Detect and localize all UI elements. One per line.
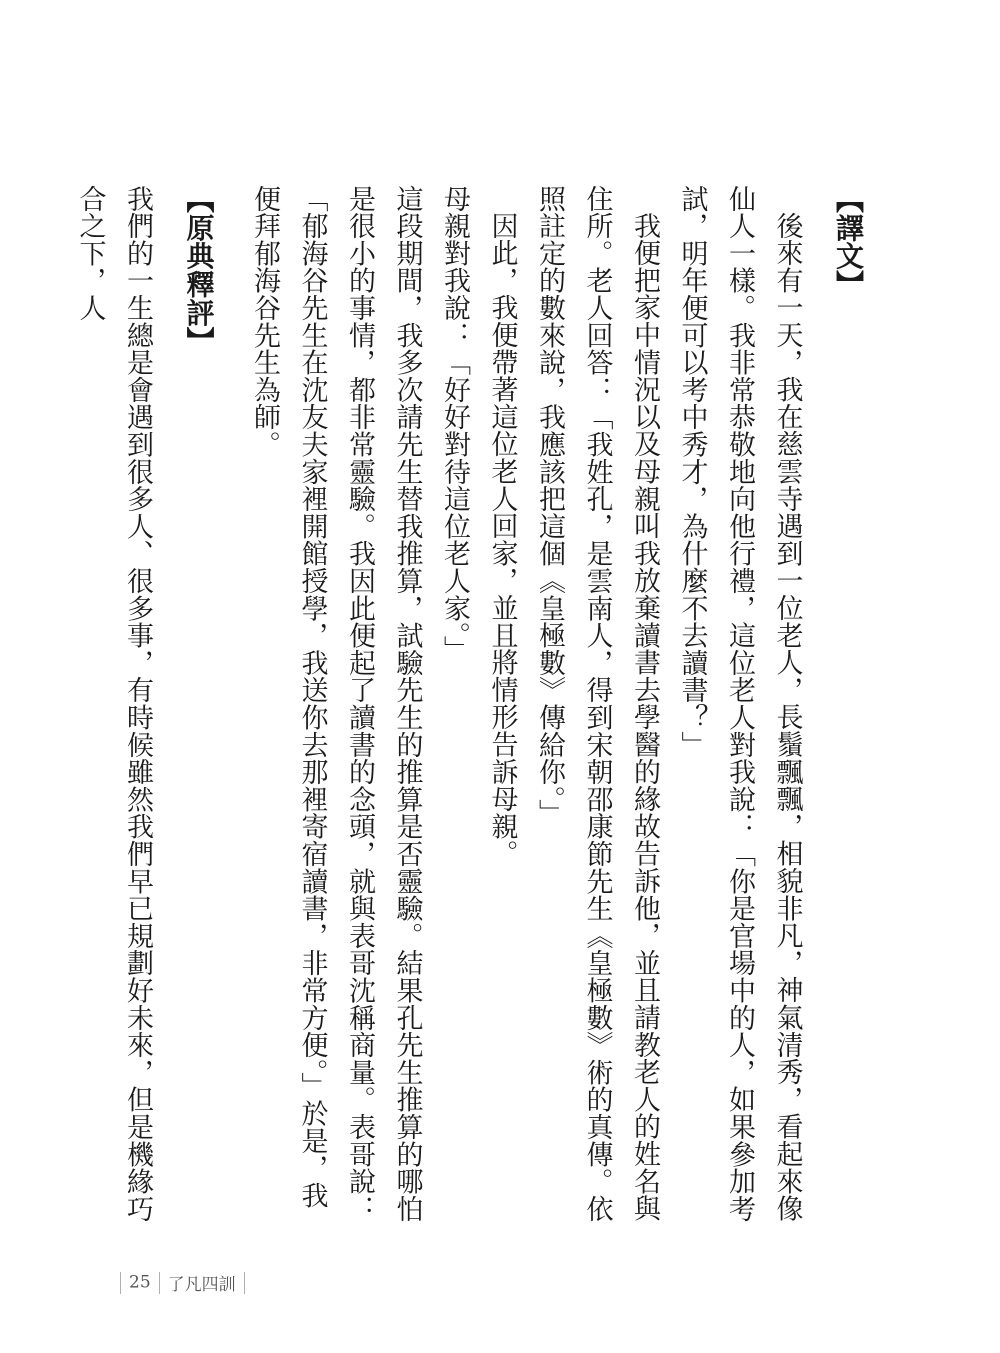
- page-footer: [112, 1270, 253, 1295]
- section-spacer: [223, 185, 241, 1225]
- vertical-text-body: [74, 185, 872, 1225]
- footer-divider: [159, 1272, 160, 1294]
- paragraph-3: 因此，我便帶著這位老人回家，並且將情形告訴母親。: [486, 212, 518, 868]
- commentary-paragraph: 我們的一生總是會遇到很多人、很多事，有時候雖然我們早已規劃好未來，但是機緣巧合之下，人: [74, 185, 153, 1223]
- page-number: 25: [129, 1272, 151, 1293]
- paragraph-2: 我便把家中情況以及母親叫我放棄讀書去學醫的緣故告訴他，並且請教老人的姓名與住所。老人回答：「我姓孔，是雲南人，得到宋朝邵康節先生《皇極數》術的真傳。依照註定的數來說，我應該把這個《皇極數》傳給你。」: [534, 185, 660, 1223]
- translation-heading: 【譯文】: [832, 185, 865, 299]
- paragraph-4: 母親對我說：「好好對待這位老人家。」: [439, 185, 470, 663]
- paragraph-5: 這段期間，我多次請先生替我推算，試驗先生的推算是否靈驗。結果孔先生推算的哪怕是很小的事情，都非常靈驗。我因此便起了讀書的念頭，就與表哥沈稱商量。表哥說：「郁海谷先生在沈友夫家裡開館授學，我送你去那裡寄宿讀書，非常方便。」於是，我便拜郁海谷先生為師。: [249, 185, 423, 1223]
- commentary-heading: 【原典釋評】: [182, 185, 216, 355]
- footer-divider: [120, 1272, 121, 1294]
- book-title: 了凡四訓: [167, 1275, 236, 1295]
- footer-divider: [244, 1272, 245, 1294]
- paragraph-1: 後來有一天，我在慈雲寺遇到一位老人，長鬚飄飄，相貌非凡，神氣清秀，看起來像仙人一樣。我非常恭敬地向他行禮，這位老人對我說：「你是官場中的人，如果參加考試，明年便可以考中秀才，為什麼不去讀書？」: [676, 185, 803, 1223]
